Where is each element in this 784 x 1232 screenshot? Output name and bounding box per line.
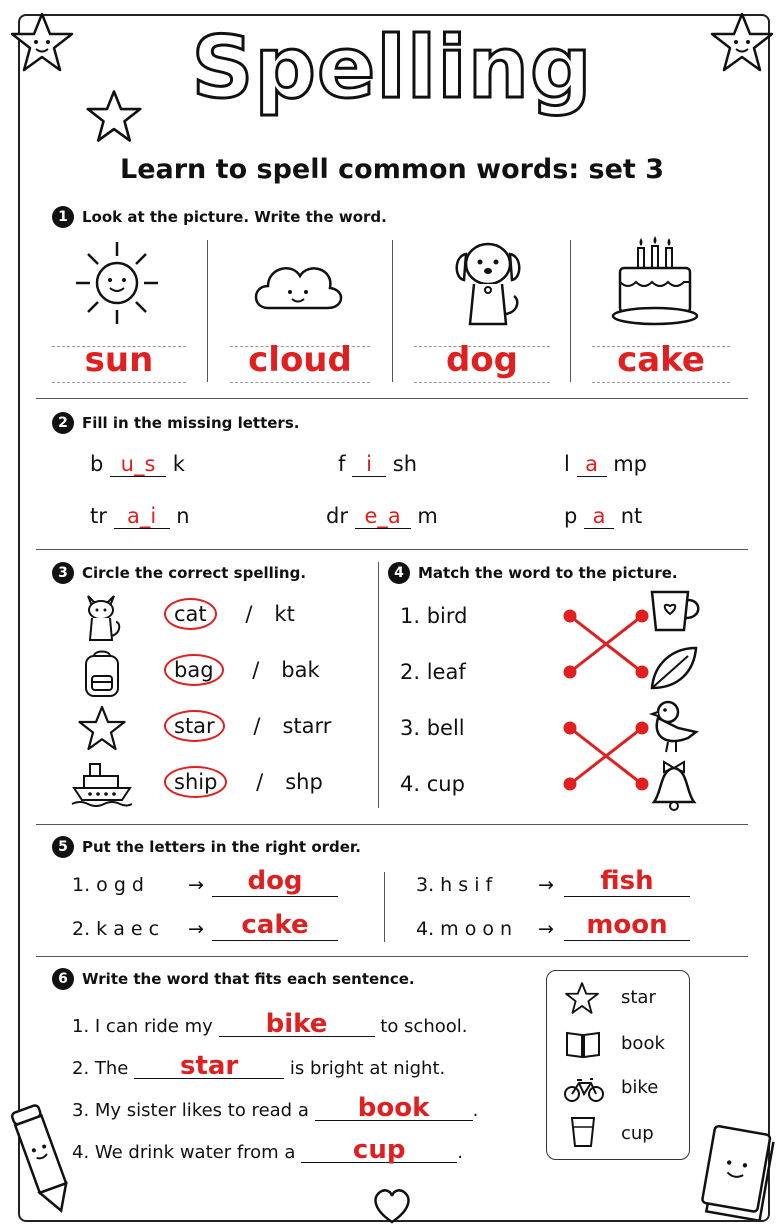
missing-letter-item: dr e_a m — [326, 504, 438, 528]
star-icon — [78, 704, 126, 752]
sentence-item: 1. I can ride my bike to school. — [72, 1009, 468, 1039]
section-4-heading — [388, 562, 678, 584]
word-bank-word: bike — [621, 1077, 659, 1098]
missing-letter-item: p a nt — [564, 504, 643, 528]
glass-icon — [569, 1115, 597, 1149]
section-number: 1 — [52, 206, 74, 228]
section-number: 6 — [52, 968, 74, 990]
section-number: 2 — [52, 412, 74, 434]
section-2-heading — [52, 412, 299, 434]
unscramble-item: 1. o g d → dog — [72, 874, 372, 896]
cloud-icon — [248, 248, 348, 318]
spelling-choice-row: ship / shp — [164, 770, 323, 794]
match-lines — [560, 600, 650, 800]
missing-letter-item: l a mp — [564, 452, 648, 476]
book-face-icon — [698, 1120, 776, 1220]
word-bank — [546, 970, 690, 1160]
word-bank-word: star — [621, 987, 656, 1008]
correct-spelling: star — [164, 710, 225, 742]
spelling-choice-row: star / starr — [164, 714, 331, 738]
bell-icon — [650, 758, 698, 812]
answer-cloud: cloud — [248, 340, 352, 380]
word-bank-word: book — [621, 1033, 665, 1054]
sun-icon — [72, 238, 162, 328]
cake-icon — [610, 234, 700, 328]
pencil-icon — [8, 1098, 76, 1218]
correct-spelling: cat — [164, 598, 217, 630]
section-number: 3 — [52, 562, 74, 584]
section-6-heading — [52, 968, 415, 990]
section-number: 5 — [52, 836, 74, 858]
backpack-icon — [80, 648, 124, 698]
section-heading-text: Match the word to the picture. — [418, 564, 678, 582]
missing-letter-item: f i sh — [338, 452, 418, 476]
match-word: 4. cup — [400, 772, 465, 796]
answer-dog: dog — [445, 340, 519, 380]
missing-letter-item: b u_s k — [90, 452, 185, 476]
cat-icon — [80, 588, 122, 644]
correct-spelling: ship — [164, 766, 227, 798]
answer-sun: sun — [84, 340, 154, 380]
unscramble-item: 4. m o o n → moon — [416, 918, 716, 940]
section-1-heading — [52, 206, 387, 228]
spelling-choice-row: cat / kt — [164, 602, 295, 626]
heart-icon — [370, 1186, 414, 1226]
section-3-heading — [52, 562, 306, 584]
sentence-item: 4. We drink water from a cup . — [72, 1135, 463, 1165]
missing-letter-item: tr a_i n — [90, 504, 190, 528]
answer-cake: cake — [617, 340, 705, 380]
sentence-item: 3. My sister likes to read a book . — [72, 1093, 479, 1123]
page-title: Spelling — [191, 18, 593, 118]
book-icon — [565, 1029, 601, 1059]
star-icon — [565, 981, 599, 1015]
section-5-heading — [52, 836, 361, 858]
section-heading-text: Put the letters in the right order. — [82, 838, 361, 856]
match-word: 1. bird — [400, 604, 468, 628]
ship-icon — [70, 760, 134, 808]
section-heading-text: Write the word that fits each sentence. — [82, 970, 415, 988]
cup-icon — [648, 586, 704, 634]
section-heading-text: Fill in the missing letters. — [82, 414, 300, 432]
match-word: 2. leaf — [400, 660, 466, 684]
bird-icon — [648, 698, 700, 754]
sentence-item: 2. The star is bright at night. — [72, 1051, 446, 1081]
correct-spelling: bag — [164, 654, 224, 686]
spelling-choice-row: bag / bak — [164, 658, 320, 682]
unscramble-item: 3. h s i f → fish — [416, 874, 716, 896]
bicycle-icon — [563, 1075, 605, 1103]
dog-icon — [448, 234, 528, 330]
page-subtitle: Learn to spell common words: set 3 — [119, 154, 665, 185]
section-number: 4 — [388, 562, 410, 584]
leaf-icon — [648, 644, 700, 692]
match-word: 3. bell — [400, 716, 465, 740]
unscramble-item: 2. k a e c → cake — [72, 918, 372, 940]
section-heading-text: Circle the correct spelling. — [82, 564, 307, 582]
section-heading-text: Look at the picture. Write the word. — [82, 208, 387, 226]
word-bank-word: cup — [621, 1123, 654, 1144]
